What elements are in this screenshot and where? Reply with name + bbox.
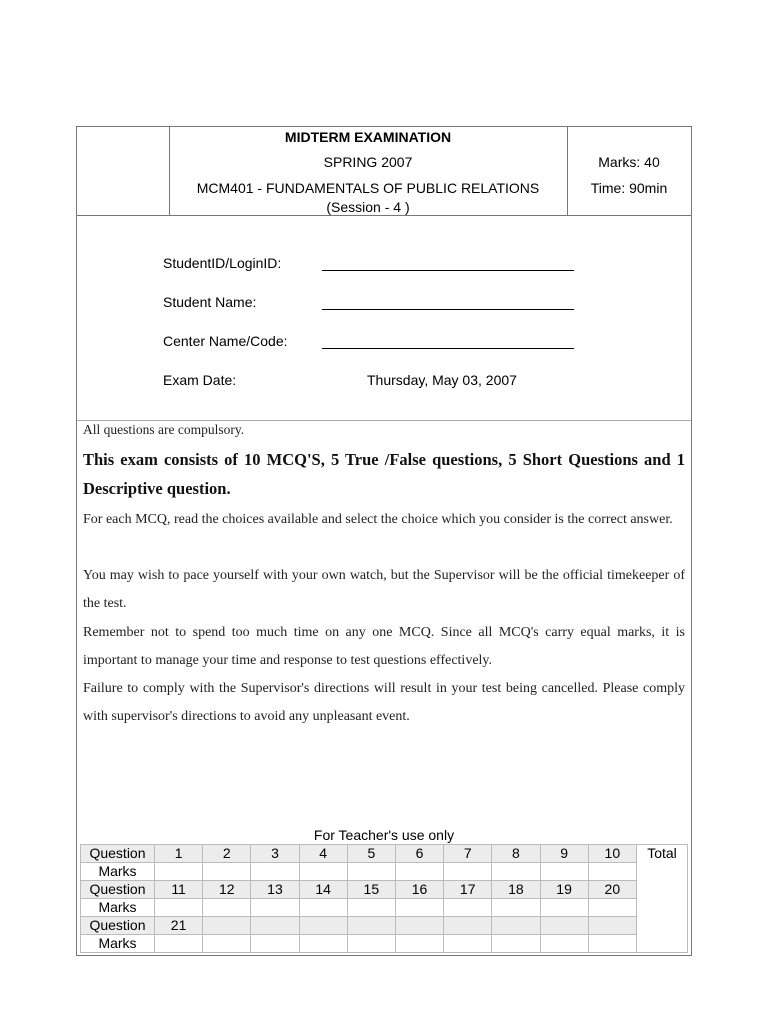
empty-cell (395, 935, 443, 953)
exam-date-value: Thursday, May 03, 2007 (367, 372, 517, 388)
marks-cell[interactable] (251, 899, 299, 917)
instruction-failure: Failure to comply with the Supervisor's directions will result in your test being cancelled. Please comply with supervisor's directions to avoid any unpleasant event. (83, 681, 685, 724)
marks-cell[interactable] (155, 899, 203, 917)
question-number: 17 (444, 881, 492, 899)
marks-cell[interactable] (395, 863, 443, 881)
marks-cell[interactable] (395, 899, 443, 917)
marks-row-2 (81, 899, 688, 917)
question-number: 19 (540, 881, 588, 899)
exam-title: MIDTERM EXAMINATION (284, 129, 452, 145)
empty-cell (347, 935, 395, 953)
student-name-field[interactable] (322, 309, 574, 310)
empty-cell (540, 935, 588, 953)
question-number: 5 (347, 845, 395, 863)
marks-cell[interactable] (444, 863, 492, 881)
empty-cell (299, 935, 347, 953)
question-number: 16 (395, 881, 443, 899)
question-row-2 (81, 881, 688, 899)
question-number: 10 (588, 845, 636, 863)
empty-cell (444, 935, 492, 953)
empty-cell (251, 935, 299, 953)
question-number: 1 (155, 845, 203, 863)
divider (77, 420, 691, 421)
empty-cell (299, 917, 347, 935)
question-number: 7 (444, 845, 492, 863)
header-marks-cell (567, 127, 691, 215)
question-number: 4 (299, 845, 347, 863)
student-name-label: Student Name: (163, 294, 257, 310)
question-number: 15 (347, 881, 395, 899)
question-number: 13 (251, 881, 299, 899)
question-number: 3 (251, 845, 299, 863)
session: (Session - 4 ) (326, 199, 410, 215)
teacher-use-caption: For Teacher's use only (313, 827, 455, 843)
empty-cell (444, 917, 492, 935)
instruction-compulsory: All questions are compulsory. (83, 422, 245, 437)
empty-cell (203, 935, 251, 953)
empty-cell (492, 917, 540, 935)
marks-cell[interactable] (588, 863, 636, 881)
empty-cell (251, 917, 299, 935)
marks-cell[interactable] (203, 899, 251, 917)
marks-row-3 (81, 935, 688, 953)
header-logo-cell (77, 127, 170, 215)
student-id-field[interactable] (322, 270, 574, 271)
center-label: Center Name/Code: (163, 333, 288, 349)
question-number: 9 (540, 845, 588, 863)
marks-label: Marks (81, 863, 155, 881)
marks-cell[interactable] (588, 899, 636, 917)
marks-cell[interactable] (299, 899, 347, 917)
question-number: 18 (492, 881, 540, 899)
empty-cell (588, 935, 636, 953)
question-number: 20 (588, 881, 636, 899)
question-number: 14 (299, 881, 347, 899)
marks-cell[interactable] (540, 899, 588, 917)
marks-cell[interactable] (203, 863, 251, 881)
center-field[interactable] (322, 348, 574, 349)
marks-cell[interactable] (347, 863, 395, 881)
instruction-consists: This exam consists of 10 MCQ'S, 5 True /False questions, 5 Short Questions and 1 Descriptive question. (83, 450, 685, 498)
empty-cell (492, 935, 540, 953)
header-title-cell (169, 127, 568, 215)
question-label: Question (81, 917, 155, 935)
marks-label: Marks (81, 899, 155, 917)
marks-cell[interactable] (347, 899, 395, 917)
empty-cell (347, 917, 395, 935)
exam-date-label: Exam Date: (163, 372, 237, 388)
question-number: 6 (395, 845, 443, 863)
marks-cell[interactable] (155, 935, 203, 953)
question-row-3 (81, 917, 688, 935)
empty-cell (395, 917, 443, 935)
question-number: 8 (492, 845, 540, 863)
marks-cell[interactable] (492, 899, 540, 917)
empty-cell (540, 917, 588, 935)
total-cell[interactable]: Total (637, 845, 688, 953)
marks-cell[interactable] (251, 863, 299, 881)
exam-header (77, 127, 691, 216)
marks-cell[interactable] (492, 863, 540, 881)
question-row-1 (81, 845, 688, 863)
marks-table (80, 844, 688, 953)
question-number: 12 (203, 881, 251, 899)
exam-cover-frame (76, 126, 692, 956)
question-label: Question (81, 881, 155, 899)
exam-term: SPRING 2007 (323, 154, 413, 170)
question-number: 2 (203, 845, 251, 863)
course-name: MCM401 - FUNDAMENTALS OF PUBLIC RELATIONS (196, 180, 540, 196)
marks-row-1 (81, 863, 688, 881)
empty-cell (588, 917, 636, 935)
exam-time: Time: 90min (590, 180, 668, 196)
instruction-remember: Remember not to spend too much time on any one MCQ. Since all MCQ's carry equal marks, it is important to manage your time and response to test questions effectively. (83, 625, 685, 668)
empty-cell (203, 917, 251, 935)
question-number: 11 (155, 881, 203, 899)
marks-cell[interactable] (155, 863, 203, 881)
question-label: Question (81, 845, 155, 863)
instruction-mcq: For each MCQ, read the choices available and select the choice which you consider is the correct answer. (83, 512, 673, 527)
marks-cell[interactable] (444, 899, 492, 917)
marks-label: Marks (81, 935, 155, 953)
question-number: 21 (155, 917, 203, 935)
instruction-pace: You may wish to pace yourself with your own watch, but the Supervisor will be the official timekeeper of the test. (83, 568, 685, 611)
student-id-label: StudentID/LoginID: (163, 255, 282, 271)
marks-cell[interactable] (540, 863, 588, 881)
total-marks: Marks: 40 (598, 154, 660, 170)
marks-cell[interactable] (299, 863, 347, 881)
